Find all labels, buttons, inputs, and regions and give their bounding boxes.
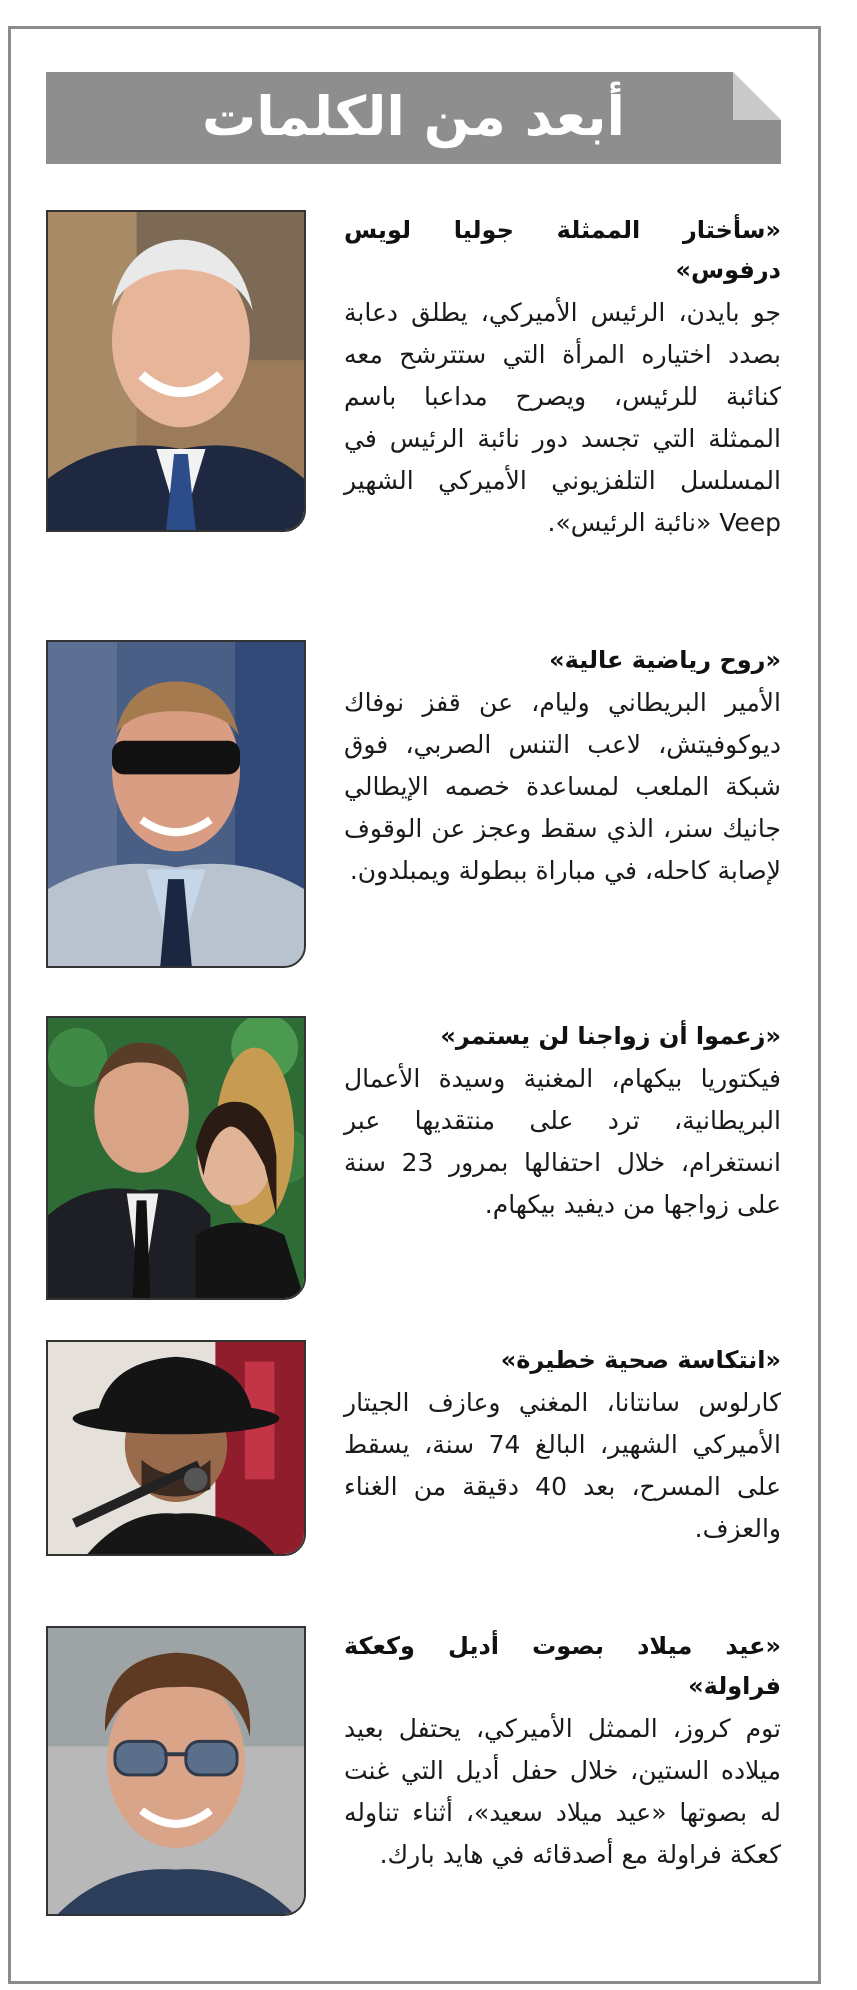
article-headline: «انتكاسة صحية خطيرة» [500,1346,781,1374]
article-headline: «روح رياضية عالية» [549,646,781,674]
article-text [344,1340,781,1550]
portrait-photo [46,1340,306,1556]
news-item [46,1016,781,1306]
section-title: أبعد من الكلمات [201,85,626,148]
news-item [46,1340,781,1560]
news-item [46,640,781,970]
portrait-photo [46,1016,306,1300]
portrait-photo [46,210,306,532]
article-body: فيكتوريا بيكهام، المغنية وسيدة الأعمال البريطانية، ترد على منتقديها عبر انستغرام، خلال احتفالها بمرور 23 سنة على زواجها من ديفيد بيكهام. [344,1064,781,1219]
article-text [344,210,781,544]
news-item [46,210,781,540]
news-item [46,1626,781,1926]
article-body: توم كروز، الممثل الأميركي، يحتفل بعيد ميلاده الستين، خلال حفل أديل التي غنت له بصوتها «عيد ميلاد سعيد»، أثناء تناوله كعكة فراولة مع أصدقائه في هايد بارك. [344,1714,781,1869]
section-header [46,72,781,164]
portrait-photo [46,1626,306,1916]
article-text [344,1016,781,1226]
article-headline: «زعموا أن زواجنا لن يستمر» [440,1022,781,1050]
article-headline: «عيد ميلاد بصوت أديل وكعكة فراولة» [344,1632,781,1700]
article-body: الأمير البريطاني وليام، عن قفز نوفاك ديوكوفيتش، لاعب التنس الصربي، فوق شبكة الملعب لمساعدة خصمه الإيطالي جانيك سنر، الذي سقط وعجز عن الوقوف لإصابة كاحله، في مباراة ببطولة ويمبلدون. [344,688,781,885]
article-text [344,1626,781,1876]
article-body: كارلوس سانتانا، المغني وعازف الجيتار الأميركي الشهير، البالغ 74 سنة، يسقط على المسرح، بعد 40 دقيقة من الغناء والعزف. [344,1388,781,1543]
article-body: جو بايدن، الرئيس الأميركي، يطلق دعابة بصدد اختياره المرأة التي ستترشح معه كنائبة للرئيس، ويصرح مداعبا باسم الممثلة التي تجسد دور نائبة الرئيس في المسلسل التلفزيوني الأميركي الشهير Veep «نائبة الرئيس». [344,298,781,537]
article-headline: «سأختار الممثلة جوليا لويس درفوس» [344,216,781,284]
article-text [344,640,781,892]
portrait-photo [46,640,306,968]
